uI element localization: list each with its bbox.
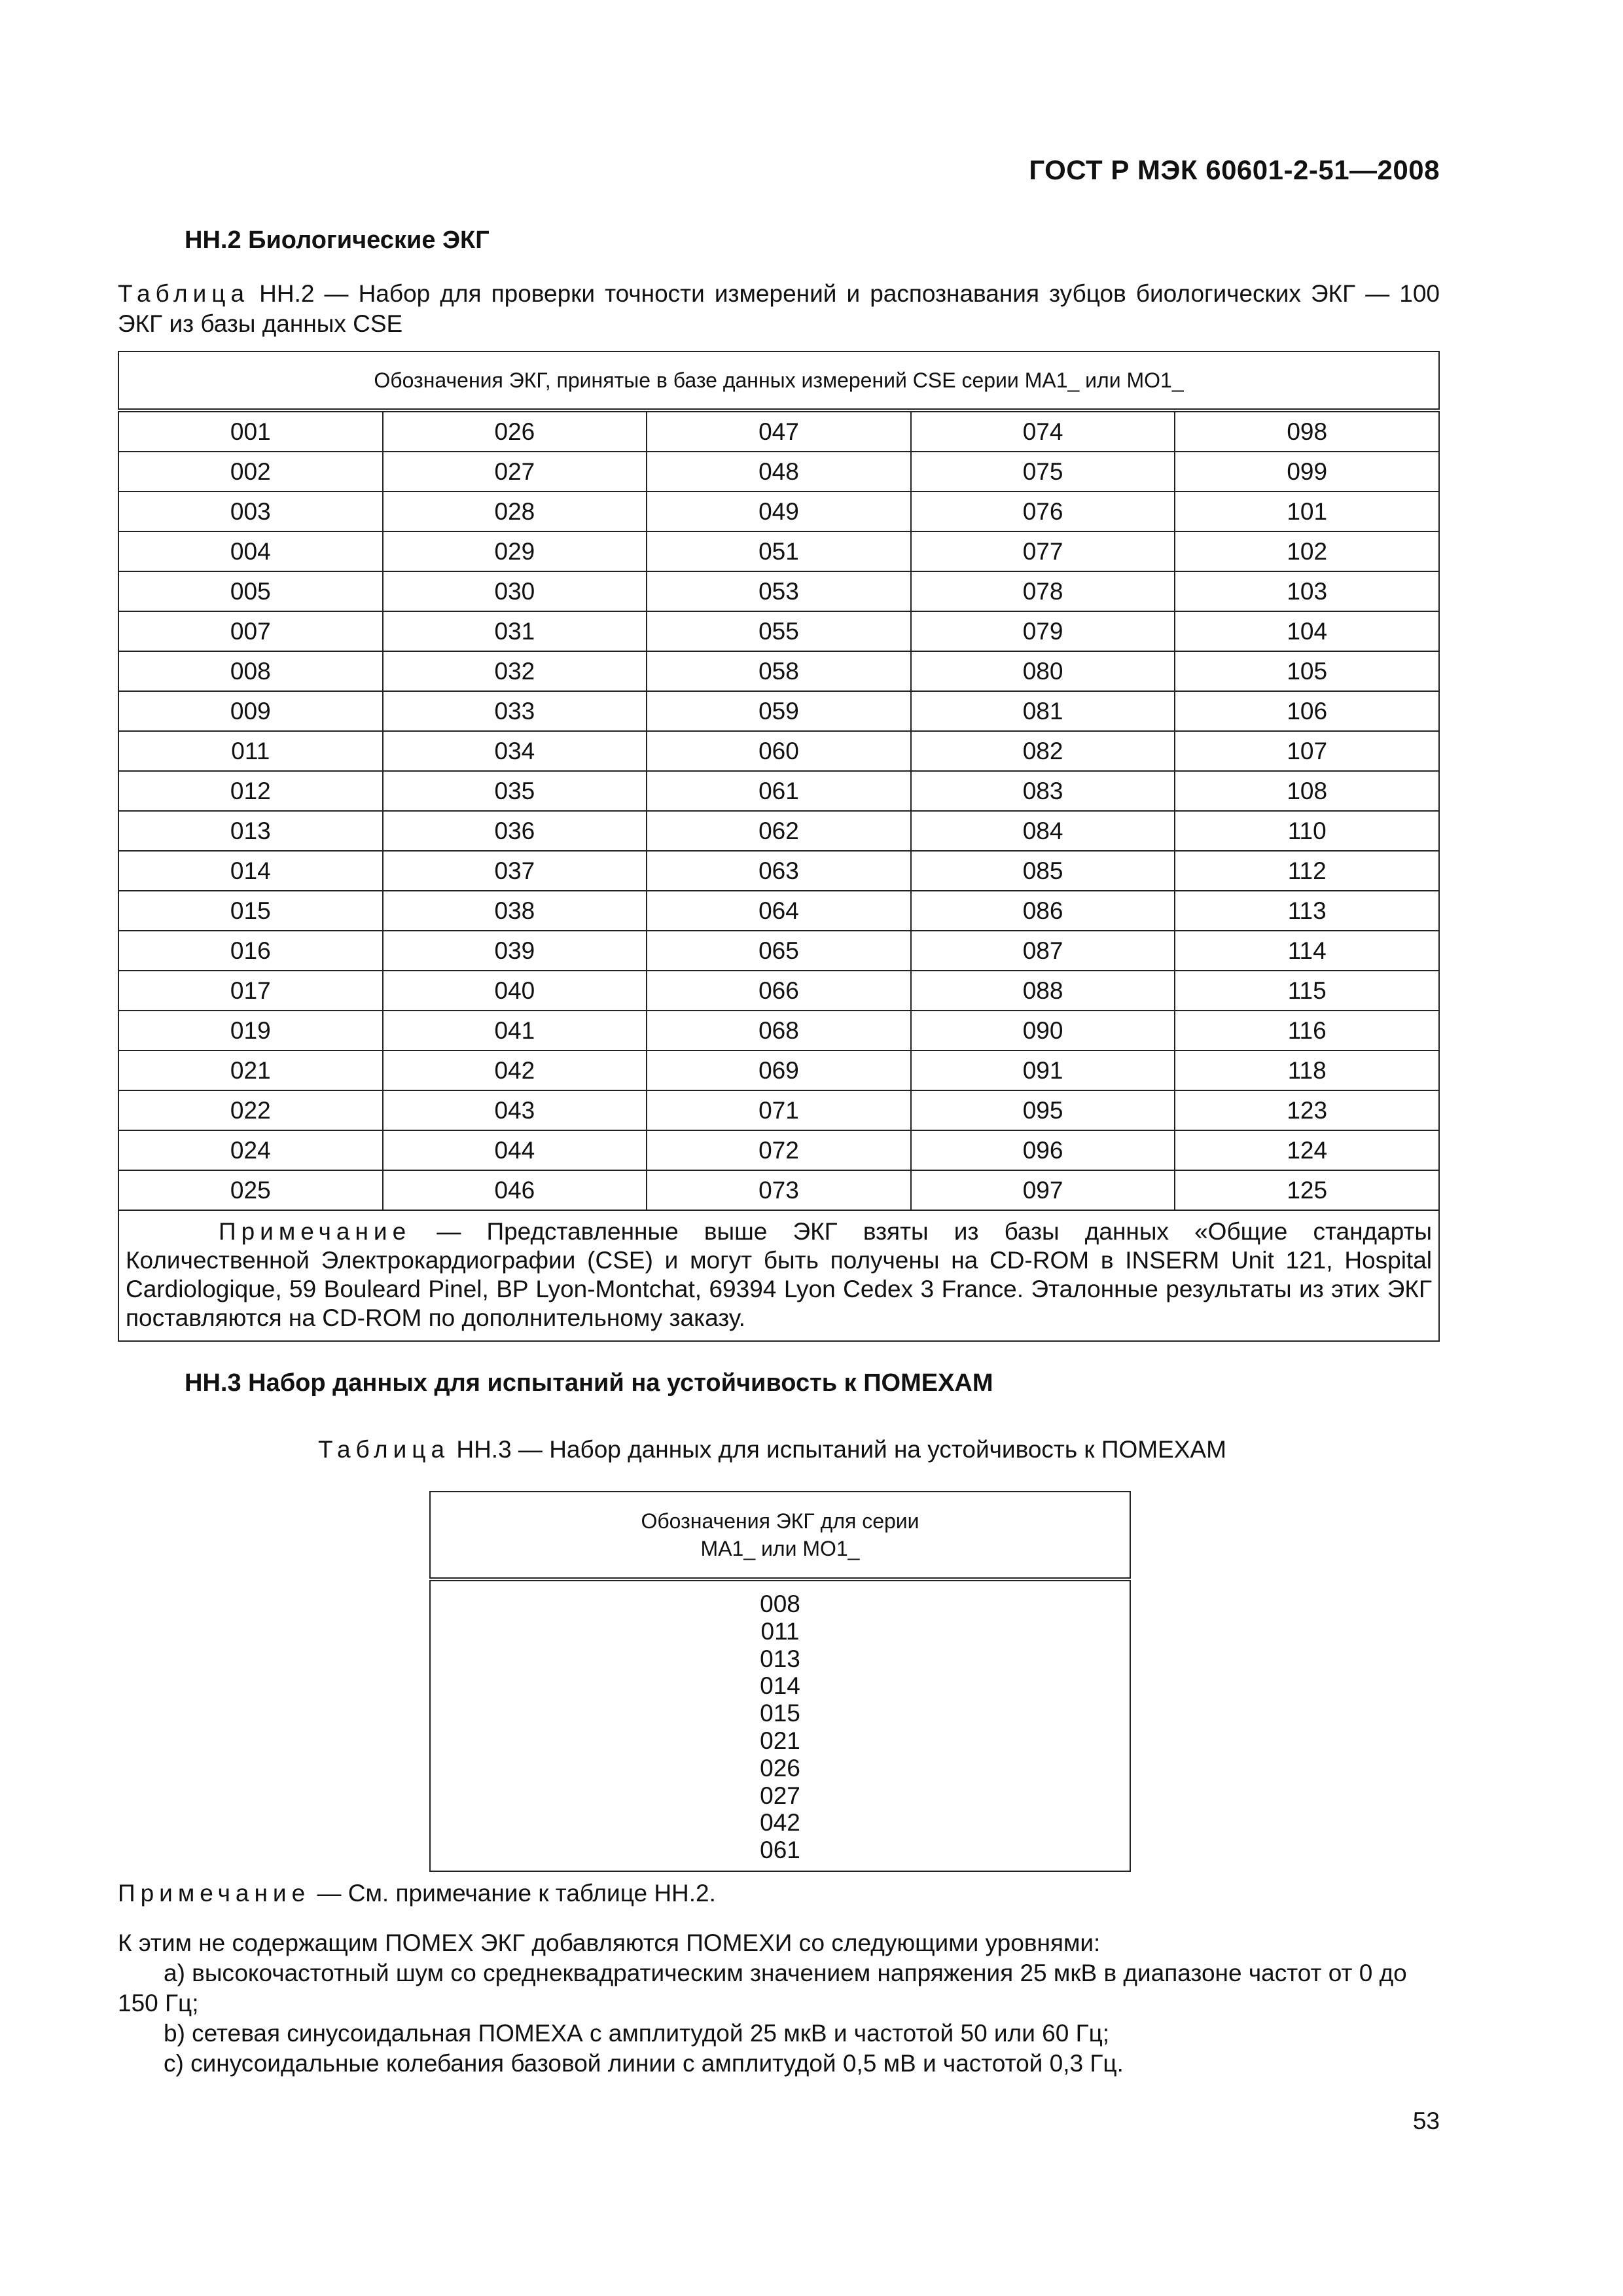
note-text: — См. примечание к таблице НН.2. (317, 1880, 716, 1907)
noise-description (118, 1928, 1440, 2079)
table-cell: 066 (647, 971, 911, 1011)
table-cell: 083 (911, 771, 1175, 811)
table-cell: 061 (647, 771, 911, 811)
table-cell: 060 (647, 731, 911, 771)
table-cell: 055 (647, 611, 911, 651)
table-cell: 038 (383, 891, 647, 931)
table-cell: 058 (647, 651, 911, 691)
table-cell: 071 (647, 1090, 911, 1130)
ecg-table-hh2 (118, 351, 1440, 1342)
table-cell: 104 (1175, 611, 1439, 651)
note-label: Примечание (118, 1880, 311, 1907)
table-cell: 125 (1175, 1170, 1439, 1210)
table-cell: 037 (383, 851, 647, 891)
table-cell: 088 (911, 971, 1175, 1011)
table-cell: 029 (383, 531, 647, 571)
table-body (118, 410, 1439, 1210)
table-cell: 112 (1175, 851, 1439, 891)
table-cell: 015 (118, 891, 383, 931)
table-header: Обозначения ЭКГ, принятые в базе данных измерений CSE серии MA1_ или MO1_ (118, 351, 1439, 410)
table-cell: 049 (647, 492, 911, 531)
list-item: a) высокочастотный шум со среднеквадратическим значением напряжения 25 мкВ в диапазоне частот от 0 до 150 Гц; (118, 1960, 1407, 2017)
table-cell: 005 (118, 571, 383, 611)
table-cell: 082 (911, 731, 1175, 771)
note-text: — Представленные выше ЭКГ взяты из базы данных «Общие стандарты Количественной Электрокардиографии (CSE) и могут быть получены на CD-ROM в INSERM Unit 121, Hospital Cardiologique, 59 Bouleard Pinel, BP Lyon-Montchat, 69394 Lyon Cedex 3 France. Эталонные результаты из этих ЭКГ поставляются на CD-ROM по дополнительному заказу. (126, 1218, 1432, 1331)
table-cell: 012 (118, 771, 383, 811)
list-item: c) синусоидальные колебания базовой линии с амплитудой 0,5 мВ и частотой 0,3 Гц. (164, 2050, 1124, 2077)
ecg-code: 014 (760, 1672, 800, 1700)
table-cell: 123 (1175, 1090, 1439, 1130)
intro-paragraph: К этим не содержащим ПОМЕХ ЭКГ добавляются ПОМЕХИ со следующими уровнями: (118, 1929, 1101, 1956)
table-cell: 106 (1175, 691, 1439, 731)
table-cell: 025 (118, 1170, 383, 1210)
table-cell: 035 (383, 771, 647, 811)
ecg-code: 013 (760, 1645, 800, 1672)
table-cell: 044 (383, 1130, 647, 1170)
table-cell: 040 (383, 971, 647, 1011)
table-cell: 001 (118, 410, 383, 452)
table-row (118, 531, 1439, 571)
table-cell: 102 (1175, 531, 1439, 571)
table-cell: 091 (911, 1050, 1175, 1090)
table-cell: 065 (647, 931, 911, 971)
table-caption-hh3 (318, 1435, 1226, 1465)
list-item: b) сетевая синусоидальная ПОМЕХА с амплитудой 25 мкВ и частотой 50 или 60 Гц; (164, 2020, 1110, 2047)
table-cell: 048 (647, 452, 911, 492)
table-cell: 002 (118, 452, 383, 492)
table-cell: 051 (647, 531, 911, 571)
table-cell: 041 (383, 1011, 647, 1050)
note-label: Примечание (219, 1218, 412, 1245)
table-cell: 053 (647, 571, 911, 611)
section-heading-hh2: НН.2 Биологические ЭКГ (185, 226, 490, 254)
table-cell: 096 (911, 1130, 1175, 1170)
table-cell: 008 (118, 651, 383, 691)
caption-text: НН.3 — Набор данных для испытаний на устойчивость к ПОМЕХАМ (456, 1436, 1226, 1463)
table-caption-hh2 (118, 279, 1440, 339)
table-cell: 081 (911, 691, 1175, 731)
table-cell: 090 (911, 1011, 1175, 1050)
table-cell: 027 (383, 452, 647, 492)
table-cell: 116 (1175, 1011, 1439, 1050)
table-cell: 086 (911, 891, 1175, 931)
table-cell: 098 (1175, 410, 1439, 452)
table-cell: 073 (647, 1170, 911, 1210)
table-cell: 014 (118, 851, 383, 891)
table-row (118, 452, 1439, 492)
table-cell: 024 (118, 1130, 383, 1170)
table-row (118, 931, 1439, 971)
table-cell: 030 (383, 571, 647, 611)
table-cell: 078 (911, 571, 1175, 611)
table-cell: 069 (647, 1050, 911, 1090)
table-cell: 046 (383, 1170, 647, 1210)
table-cell: 064 (647, 891, 911, 931)
table-cell: 124 (1175, 1130, 1439, 1170)
table-cell: 114 (1175, 931, 1439, 971)
table-row (118, 1050, 1439, 1090)
table-row (118, 891, 1439, 931)
ecg-code: 027 (760, 1782, 800, 1809)
ecg-table-hh3 (429, 1491, 1131, 1872)
ecg-code: 061 (760, 1837, 800, 1864)
table-header (430, 1492, 1130, 1579)
table-cell: 034 (383, 731, 647, 771)
table-cell: 013 (118, 811, 383, 851)
table-row (118, 851, 1439, 891)
table-row (118, 1090, 1439, 1130)
table-cell: 118 (1175, 1050, 1439, 1090)
table-cell: 085 (911, 851, 1175, 891)
table-row (118, 771, 1439, 811)
table-cell: 115 (1175, 971, 1439, 1011)
table-cell: 036 (383, 811, 647, 851)
table-cell: 072 (647, 1130, 911, 1170)
table-row (118, 492, 1439, 531)
table-cell: 032 (383, 651, 647, 691)
table-row (118, 811, 1439, 851)
table-cell: 076 (911, 492, 1175, 531)
section-heading-hh3: НН.3 Набор данных для испытаний на устойчивость к ПОМЕХАМ (185, 1369, 993, 1397)
table-cell: 011 (118, 731, 383, 771)
table-cell: 105 (1175, 651, 1439, 691)
table-cell: 022 (118, 1090, 383, 1130)
table-row (118, 1011, 1439, 1050)
table-row (118, 651, 1439, 691)
table-cell: 004 (118, 531, 383, 571)
header-line: Обозначения ЭКГ для серии (641, 1509, 919, 1533)
table-cell: 009 (118, 691, 383, 731)
table-cell: 042 (383, 1050, 647, 1090)
table-cell: 017 (118, 971, 383, 1011)
table-cell: 026 (383, 410, 647, 452)
page-number: 53 (1412, 2108, 1440, 2134)
caption-label: Таблица (118, 280, 250, 307)
ecg-code: 011 (760, 1617, 800, 1645)
table-cell: 021 (118, 1050, 383, 1090)
table-cell: 047 (647, 410, 911, 452)
table-cell: 103 (1175, 571, 1439, 611)
caption-text: НН.2 — Набор для проверки точности измерений и распознавания зубцов биологических ЭКГ — 100 ЭКГ из базы данных CSE (118, 280, 1440, 337)
table-cell: 068 (647, 1011, 911, 1050)
caption-label: Таблица (318, 1436, 450, 1463)
table-cell: 108 (1175, 771, 1439, 811)
table-cell: 077 (911, 531, 1175, 571)
table-cell: 079 (911, 611, 1175, 651)
table-cell: 039 (383, 931, 647, 971)
table-row (118, 731, 1439, 771)
table-row (118, 571, 1439, 611)
table-cell: 095 (911, 1090, 1175, 1130)
table-cell: 003 (118, 492, 383, 531)
table-cell: 043 (383, 1090, 647, 1130)
table-cell: 062 (647, 811, 911, 851)
table-row (118, 410, 1439, 452)
table-cell: 007 (118, 611, 383, 651)
table-cell: 087 (911, 931, 1175, 971)
table-cell: 084 (911, 811, 1175, 851)
ecg-code: 026 (760, 1754, 800, 1782)
table-row (118, 1170, 1439, 1210)
ecg-code: 021 (760, 1727, 800, 1754)
note-hh3 (118, 1878, 1440, 1909)
header-line: MA1_ или MO1_ (700, 1537, 860, 1560)
table-note (118, 1210, 1439, 1341)
table-cell: 110 (1175, 811, 1439, 851)
table-row (118, 611, 1439, 651)
table-cell: 099 (1175, 452, 1439, 492)
table-cell: 033 (383, 691, 647, 731)
table-cell: 019 (118, 1011, 383, 1050)
table-cell: 097 (911, 1170, 1175, 1210)
table-cell: 107 (1175, 731, 1439, 771)
ecg-list-cell (430, 1579, 1130, 1871)
table-cell: 080 (911, 651, 1175, 691)
table-cell: 031 (383, 611, 647, 651)
table-row (118, 691, 1439, 731)
ecg-code: 042 (760, 1809, 800, 1837)
table-row (118, 971, 1439, 1011)
table-cell: 059 (647, 691, 911, 731)
ecg-code: 015 (760, 1700, 800, 1727)
table-row (118, 1130, 1439, 1170)
table-cell: 028 (383, 492, 647, 531)
document-code: ГОСТ Р МЭК 60601-2-51—2008 (1029, 154, 1440, 185)
ecg-code: 008 (760, 1590, 800, 1617)
table-cell: 016 (118, 931, 383, 971)
table-cell: 075 (911, 452, 1175, 492)
table-cell: 074 (911, 410, 1175, 452)
table-cell: 063 (647, 851, 911, 891)
table-cell: 101 (1175, 492, 1439, 531)
table-cell: 113 (1175, 891, 1439, 931)
